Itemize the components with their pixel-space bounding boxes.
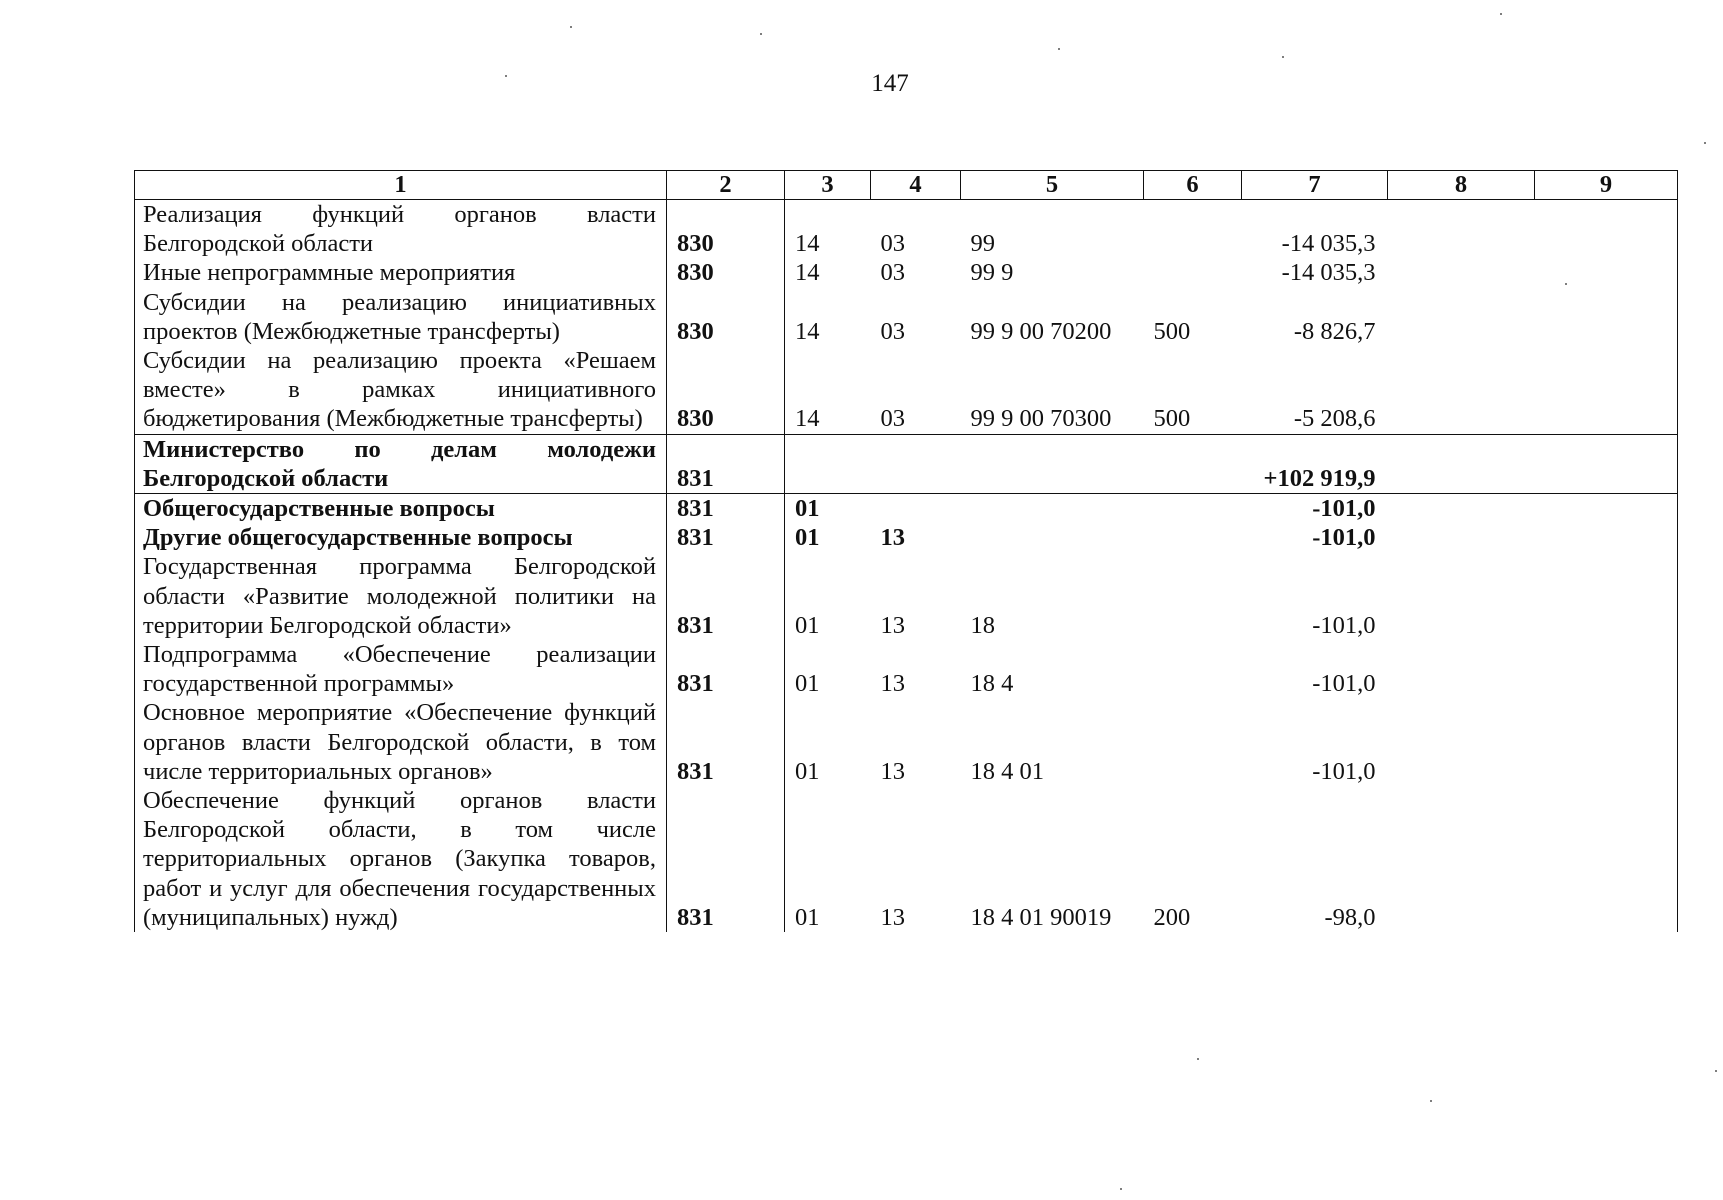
table-row bbox=[135, 786, 1678, 932]
cell-subsection: 03 bbox=[880, 259, 905, 287]
scan-speck bbox=[1058, 48, 1060, 50]
cell-col-9 bbox=[1535, 346, 1678, 434]
cell-amount: -101,0 bbox=[1312, 757, 1376, 785]
column-header: 7 bbox=[1242, 171, 1388, 200]
cell-col-8 bbox=[1388, 494, 1535, 524]
cell-amount: -8 826,7 bbox=[1293, 317, 1376, 345]
cell-target-article: 18 4 01 90019 bbox=[970, 903, 1112, 931]
cell-subsection: 03 bbox=[880, 405, 905, 433]
cell-section: 14 bbox=[785, 346, 871, 434]
row-description: Субсидии на реализацию инициативных проектов (Межбюджетные трансферты) bbox=[135, 288, 667, 346]
cell-expense-type: 200 bbox=[1153, 903, 1191, 931]
scan-speck bbox=[1704, 142, 1706, 144]
cell-expense-type: 500 bbox=[1153, 317, 1191, 345]
cell-col-9 bbox=[1535, 200, 1678, 259]
cell-expense-type bbox=[1144, 523, 1242, 552]
cell-subsection: 13 bbox=[880, 903, 905, 931]
budget-table bbox=[134, 170, 1678, 932]
cell-col-8 bbox=[1388, 346, 1535, 434]
table-row bbox=[135, 200, 1678, 259]
table-header-row bbox=[135, 171, 1678, 200]
cell-col-8 bbox=[1388, 288, 1535, 346]
cell-target-article: 99 9 00 70200 bbox=[970, 317, 1112, 345]
cell-ministry-code: 831 bbox=[667, 552, 785, 640]
scan-speck bbox=[1282, 56, 1284, 58]
column-header: 4 bbox=[871, 171, 961, 200]
cell-amount: +102 919,9 bbox=[1242, 434, 1388, 493]
table-row bbox=[135, 552, 1678, 640]
table-body bbox=[135, 200, 1678, 933]
column-header: 2 bbox=[667, 171, 785, 200]
cell-col-9 bbox=[1535, 552, 1678, 640]
cell-amount: -98,0 bbox=[1324, 903, 1376, 931]
cell-col-9 bbox=[1535, 523, 1678, 552]
cell-subsection bbox=[871, 434, 961, 493]
cell-section bbox=[785, 434, 871, 493]
table-row bbox=[135, 523, 1678, 552]
cell-col-9 bbox=[1535, 434, 1678, 493]
scan-speck bbox=[1120, 1188, 1122, 1190]
cell-col-8 bbox=[1388, 258, 1535, 287]
page-number: 147 bbox=[871, 70, 909, 97]
cell-section: 14 bbox=[785, 200, 871, 259]
row-description: Министерство по делам молодежи Белгородской области bbox=[135, 434, 667, 493]
cell-target-article bbox=[961, 494, 1144, 524]
cell-expense-type bbox=[1144, 640, 1242, 698]
scan-speck bbox=[1430, 1100, 1432, 1102]
cell-target-article: 99 bbox=[970, 230, 995, 258]
cell-amount: -14 035,3 bbox=[1281, 230, 1376, 258]
table-row bbox=[135, 698, 1678, 786]
cell-subsection: 13 bbox=[880, 611, 905, 639]
cell-col-8 bbox=[1388, 786, 1535, 932]
scan-speck bbox=[505, 75, 507, 77]
cell-amount: -5 208,6 bbox=[1293, 405, 1376, 433]
table-row bbox=[135, 288, 1678, 346]
table-row bbox=[135, 494, 1678, 524]
column-header: 8 bbox=[1388, 171, 1535, 200]
cell-col-8 bbox=[1388, 698, 1535, 786]
cell-subsection: 13 bbox=[880, 670, 905, 698]
cell-section: 14 bbox=[785, 258, 871, 287]
cell-subsection bbox=[871, 494, 961, 524]
cell-amount: -101,0 bbox=[1312, 611, 1376, 639]
cell-col-8 bbox=[1388, 434, 1535, 493]
cell-amount: -101,0 bbox=[1312, 524, 1376, 552]
table-row bbox=[135, 640, 1678, 698]
cell-col-9 bbox=[1535, 494, 1678, 524]
row-description: Государственная программа Белгородской области «Развитие молодежной политики на территории Белгородской области» bbox=[135, 552, 667, 640]
cell-subsection: 03 bbox=[880, 317, 905, 345]
cell-ministry-code: 831 bbox=[667, 640, 785, 698]
cell-ministry-code: 831 bbox=[667, 434, 785, 493]
cell-section: 14 bbox=[785, 288, 871, 346]
cell-ministry-code: 830 bbox=[667, 200, 785, 259]
cell-col-8 bbox=[1388, 200, 1535, 259]
cell-target-article: 18 bbox=[970, 611, 995, 639]
cell-section: 01 bbox=[785, 523, 871, 552]
column-header: 5 bbox=[961, 171, 1144, 200]
cell-ministry-code: 831 bbox=[667, 494, 785, 524]
cell-expense-type: 500 bbox=[1153, 405, 1191, 433]
scan-speck bbox=[1197, 1058, 1199, 1060]
cell-target-article bbox=[961, 434, 1144, 493]
cell-col-8 bbox=[1388, 640, 1535, 698]
column-header: 1 bbox=[135, 171, 667, 200]
row-description: Реализация функций органов власти Белгородской области bbox=[135, 200, 667, 259]
row-description: Обеспечение функций органов власти Белгородской области, в том числе территориальных органов (Закупка товаров, работ и услуг для обеспечения государственных (муниципальных) нужд) bbox=[135, 786, 667, 932]
column-header: 9 bbox=[1535, 171, 1678, 200]
cell-expense-type bbox=[1144, 258, 1242, 287]
table-row-ministry bbox=[135, 434, 1678, 493]
scan-speck bbox=[1565, 283, 1567, 285]
cell-section: 01 bbox=[785, 552, 871, 640]
cell-ministry-code: 830 bbox=[667, 258, 785, 287]
cell-section: 01 bbox=[785, 640, 871, 698]
cell-amount: -101,0 bbox=[1312, 670, 1376, 698]
cell-col-9 bbox=[1535, 258, 1678, 287]
cell-expense-type bbox=[1144, 200, 1242, 259]
cell-col-9 bbox=[1535, 640, 1678, 698]
row-description: Другие общегосударственные вопросы bbox=[135, 523, 667, 552]
cell-col-9 bbox=[1535, 698, 1678, 786]
table-row bbox=[135, 346, 1678, 434]
cell-subsection: 13 bbox=[880, 757, 905, 785]
cell-target-article: 99 9 00 70300 bbox=[970, 405, 1112, 433]
cell-col-9 bbox=[1535, 288, 1678, 346]
row-description: Подпрограмма «Обеспечение реализации государственной программы» bbox=[135, 640, 667, 698]
cell-subsection: 13 bbox=[880, 524, 905, 552]
cell-col-9 bbox=[1535, 786, 1678, 932]
cell-target-article: 99 9 bbox=[970, 259, 1014, 287]
cell-expense-type bbox=[1144, 552, 1242, 640]
cell-ministry-code: 831 bbox=[667, 698, 785, 786]
scan-speck bbox=[570, 26, 572, 28]
column-header: 6 bbox=[1144, 171, 1242, 200]
cell-section: 01 bbox=[785, 494, 871, 524]
row-description: Иные непрограммные мероприятия bbox=[135, 258, 667, 287]
cell-expense-type bbox=[1144, 434, 1242, 493]
cell-amount: -101,0 bbox=[1312, 495, 1376, 523]
cell-ministry-code: 831 bbox=[667, 786, 785, 932]
cell-section: 01 bbox=[785, 698, 871, 786]
cell-col-8 bbox=[1388, 523, 1535, 552]
cell-target-article: 18 4 01 bbox=[970, 757, 1044, 785]
scan-speck bbox=[760, 33, 762, 35]
table-row bbox=[135, 258, 1678, 287]
row-description: Основное мероприятие «Обеспечение функций органов власти Белгородской области, в том числе территориальных органов» bbox=[135, 698, 667, 786]
scan-speck bbox=[1500, 13, 1502, 15]
cell-ministry-code: 830 bbox=[667, 288, 785, 346]
column-header: 3 bbox=[785, 171, 871, 200]
cell-subsection: 03 bbox=[880, 230, 905, 258]
scan-speck bbox=[1715, 1070, 1717, 1072]
cell-expense-type bbox=[1144, 494, 1242, 524]
cell-expense-type bbox=[1144, 698, 1242, 786]
row-description: Общегосударственные вопросы bbox=[135, 494, 667, 524]
cell-section: 01 bbox=[785, 786, 871, 932]
cell-target-article bbox=[961, 523, 1144, 552]
cell-amount: -14 035,3 bbox=[1281, 259, 1376, 287]
row-description: Субсидии на реализацию проекта «Решаем вместе» в рамках инициативного бюджетирования (Межбюджетные трансферты) bbox=[135, 346, 667, 434]
cell-ministry-code: 830 bbox=[667, 346, 785, 434]
cell-col-8 bbox=[1388, 552, 1535, 640]
cell-target-article: 18 4 bbox=[970, 670, 1014, 698]
cell-ministry-code: 831 bbox=[667, 523, 785, 552]
